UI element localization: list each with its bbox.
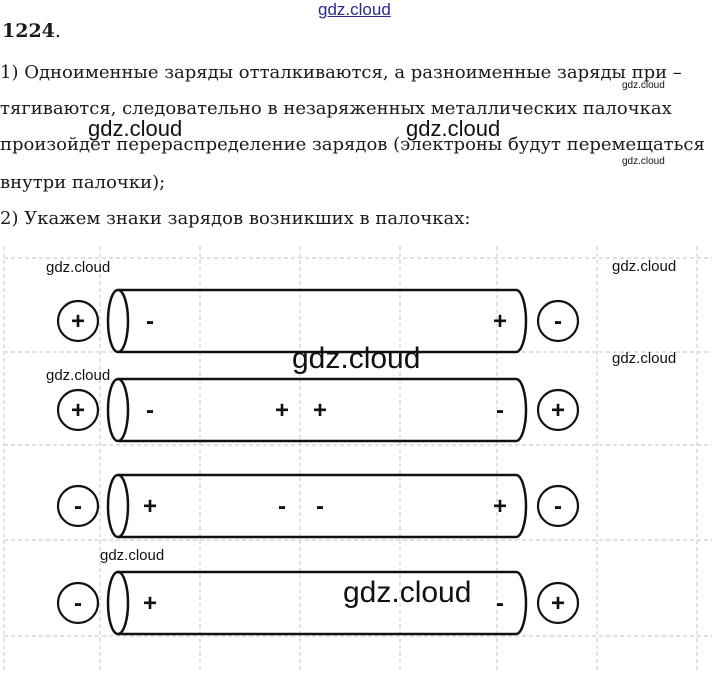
paragraph1-line3: произойдет перераспределение зарядов (электроны будут перемещаться: [0, 134, 705, 155]
problem-number: [2, 20, 61, 42]
left-charge-sign: +: [70, 397, 86, 424]
rod-charge-sign: -: [496, 397, 504, 424]
watermark: gdz.cloud: [612, 350, 677, 367]
left-charge-sign: -: [74, 493, 82, 520]
rod-charge-sign: +: [142, 493, 158, 520]
watermark-top[interactable]: gdz.cloud: [318, 0, 391, 19]
right-charge-sign: -: [554, 493, 562, 520]
rod-row: [58, 379, 578, 441]
rod-end: [108, 290, 128, 352]
watermark: gdz.cloud: [46, 259, 111, 276]
right-charge-sign: +: [550, 397, 566, 424]
watermark: gdz.cloud: [88, 116, 183, 141]
watermark: gdz.cloud: [100, 547, 165, 564]
rod-row: [58, 572, 578, 634]
rod-end: [108, 379, 128, 441]
left-charge-sign: -: [74, 590, 82, 617]
rod-end: [108, 572, 128, 634]
rod-charge-sign: +: [312, 397, 328, 424]
rod-row: [58, 475, 578, 537]
watermark: gdz.cloud: [46, 367, 111, 384]
left-charge-sign: +: [70, 308, 86, 335]
watermark: gdz.cloud: [343, 576, 472, 609]
paragraph1-line1: 1) Одноименные заряды отталкиваются, а разноименные заряды при –: [0, 62, 682, 83]
paragraph1-line2: тягиваются, следовательно в незаряженных металлических палочках: [0, 98, 672, 119]
problem-number-value: 1224: [2, 20, 55, 42]
rod-charge-sign: -: [146, 308, 154, 335]
rod-charge-sign: -: [146, 397, 154, 424]
paragraph2-line1: 2) Укажем знаки зарядов возникших в палочках:: [0, 208, 471, 229]
watermark: gdz.cloud: [406, 116, 501, 141]
watermark: gdz.cloud: [622, 80, 665, 91]
rod-charge-sign: +: [492, 493, 508, 520]
rod-charge-sign: -: [316, 493, 324, 520]
watermark: gdz.cloud: [612, 258, 677, 275]
rod-end: [108, 475, 128, 537]
rod-charge-sign: +: [492, 308, 508, 335]
watermark: gdz.cloud: [622, 156, 665, 167]
watermark: gdz.cloud: [292, 342, 421, 375]
problem-number-dot: .: [54, 20, 61, 42]
rod-charge-sign: +: [274, 397, 290, 424]
paragraph1-line4: внутри палочки);: [0, 172, 166, 193]
rod-charge-sign: -: [278, 493, 286, 520]
right-charge-sign: +: [550, 590, 566, 617]
rod-charge-sign: -: [496, 590, 504, 617]
rod-charge-sign: +: [142, 590, 158, 617]
right-charge-sign: -: [554, 308, 562, 335]
